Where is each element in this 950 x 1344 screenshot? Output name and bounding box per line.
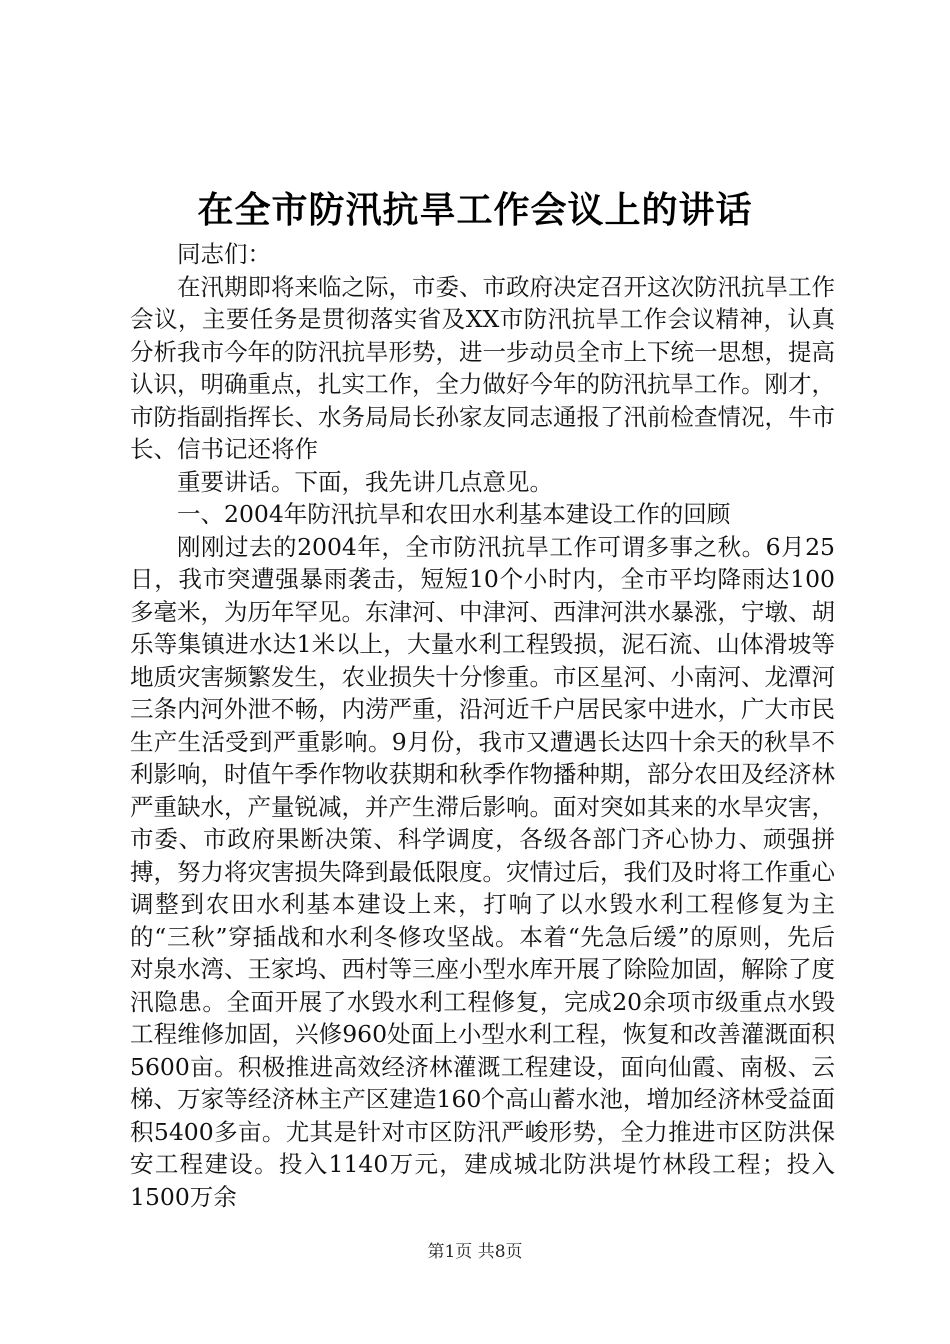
salutation-paragraph: 同志们：: [177, 240, 271, 268]
document-title: 在全市防汛抗旱工作会议上的讲话: [197, 189, 753, 231]
intro-paragraph: 在汛期即将来临之际，市委、市政府决定召开这次防汛抗旱工作会议，主要任务是贯彻落实省及XX市防汛抗旱工作会议精神，认真分析我市今年的防汛抗旱形势，进一步动员全市上下统一思想，提高认识，明确重点，扎实工作，全力做好今年的防汛抗旱工作。刚才，市防指副指挥长、水务局局长孙家友同志通报了汛前检查情况，牛市长、信书记还将作: [130, 272, 835, 463]
document-body: [130, 238, 835, 1213]
page-footer: 第1页 共8页: [427, 1242, 523, 1262]
review-paragraph: 刚刚过去的2004年，全市防汛抗旱工作可谓多事之秋。6月25日，我市突遭强暴雨袭击，短短10个小时内，全市平均降雨达100多毫米，为历年罕见。东津河、中津河、西津河洪水暴涨，宁墩、胡乐等集镇进水达1米以上，大量水利工程毁损，泥石流、山体滑坡等地质灾害频繁发生，农业损失十分惨重。市区星河、小南河、龙潭河三条内河外泄不畅，内涝严重，沿河近千户居民家中进水，广大市民生产生活受到严重影响。9月份，我市又遭遇长达四十余天的秋旱不利影响，时值午季作物收获期和秋季作物播种期，部分农田及经济林严重缺水，产量锐减，并产生滞后影响。面对突如其来的水旱灾害，市委、市政府果断决策、科学调度，各级各部门齐心协力、顽强拼搏，努力将灾害损失降到最低限度。灾情过后，我们及时将工作重心调整到农田水利基本建设上来，打响了以水毁水利工程修复为主的“三秋”穿插战和水利冬修攻坚战。本着“先急后缓”的原则，先后对泉水湾、王家坞、西村等三座小型水库开展了除险加固，解除了度汛隐患。全面开展了水毁水利工程修复，完成20余项市级重点水毁工程维修加固，兴修960处面上小型水利工程，恢复和改善灌溉面积5600亩。积极推进高效经济林灌溉工程建设，面向仙霞、南极、云梯、万家等经济林主产区建造160个高山蓄水池，增加经济林受益面积5400多亩。尤其是针对市区防汛严峻形势，全力推进市区防洪保安工程建设。投入1140万元，建成城北防洪堤竹林段工程；投入1500万余: [130, 532, 835, 1211]
intro-continuation-paragraph: 重要讲话。下面，我先讲几点意见。: [177, 467, 553, 496]
section-heading: 一、2004年防汛抗旱和农田水利基本建设工作的回顾: [177, 500, 731, 528]
